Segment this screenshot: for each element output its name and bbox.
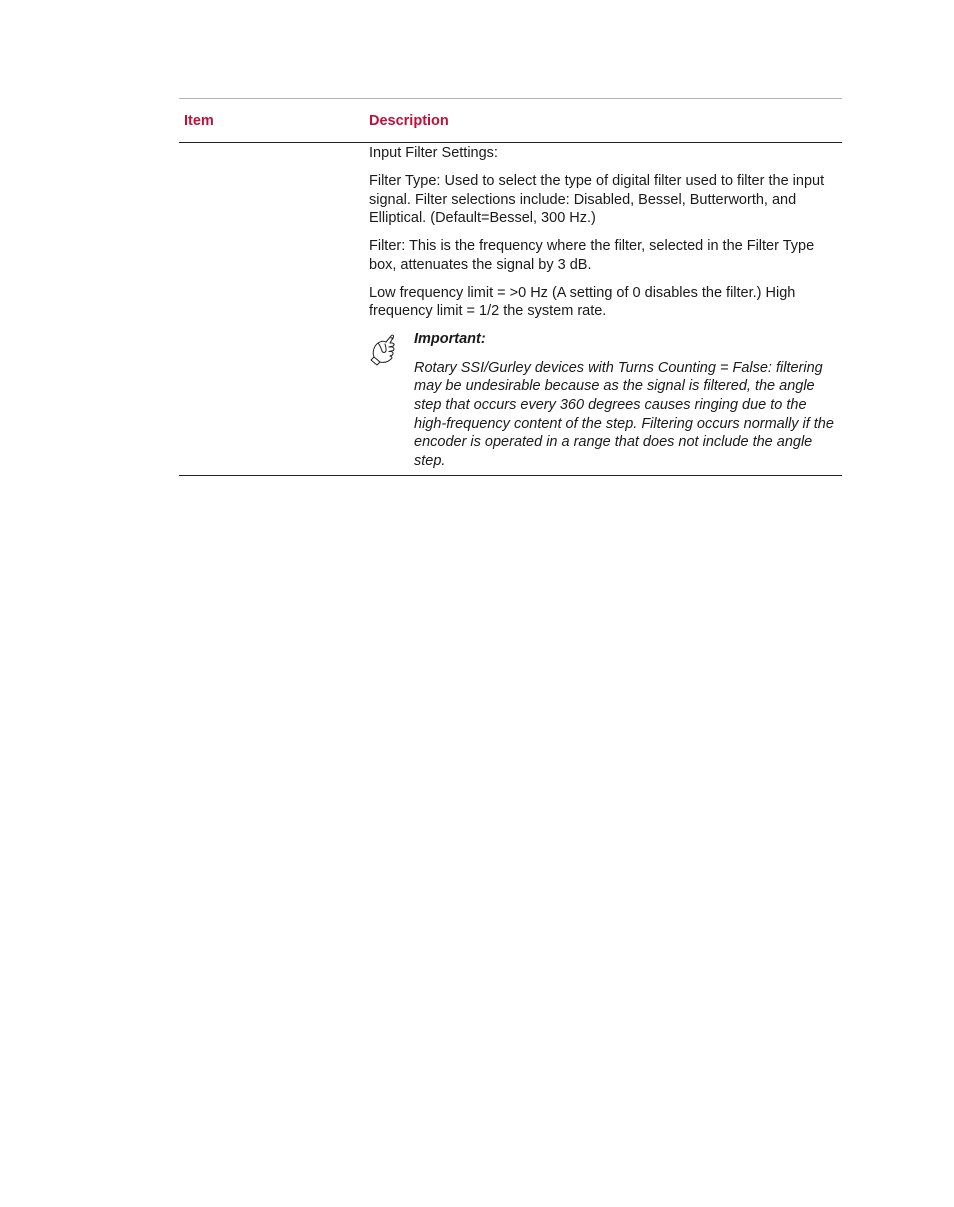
- paragraph-filter-type: Filter Type: Used to select the type of digital filter used to filter the input signal. Filter selections include: Disabled, Bessel, Butterworth, and Elliptical. (Default=Bessel, 300 Hz.): [369, 173, 825, 226]
- note-title: Important:: [414, 331, 486, 347]
- paragraph-input-filter-settings: Input Filter Settings:: [369, 145, 498, 161]
- paragraph-filter: Filter: This is the frequency where the filter, selected in the Filter Type box, attenuates the signal by 3 dB.: [369, 238, 815, 273]
- parameter-table: [179, 98, 842, 476]
- important-note: [369, 330, 841, 471]
- table-row: [179, 143, 842, 476]
- paragraph-frequency-limits: Low frequency limit = >0 Hz (A setting of 0 disables the filter.) High frequency limit = 1/2 the system rate.: [369, 284, 796, 319]
- pointing-hand-icon: [369, 332, 405, 368]
- table-header: [179, 99, 842, 143]
- description-cell: [369, 143, 841, 471]
- note-text: Rotary SSI/Gurley devices with Turns Counting = False: filtering may be undesirable because as the signal is filtered, the angle step that occurs every 360 degrees causes ringing due to the high-frequency content of the step. Filtering occurs normally if the encoder is operated in a range that does not include the angle step.: [414, 359, 834, 470]
- header-item: Item: [184, 113, 214, 129]
- header-description: Description: [369, 113, 449, 129]
